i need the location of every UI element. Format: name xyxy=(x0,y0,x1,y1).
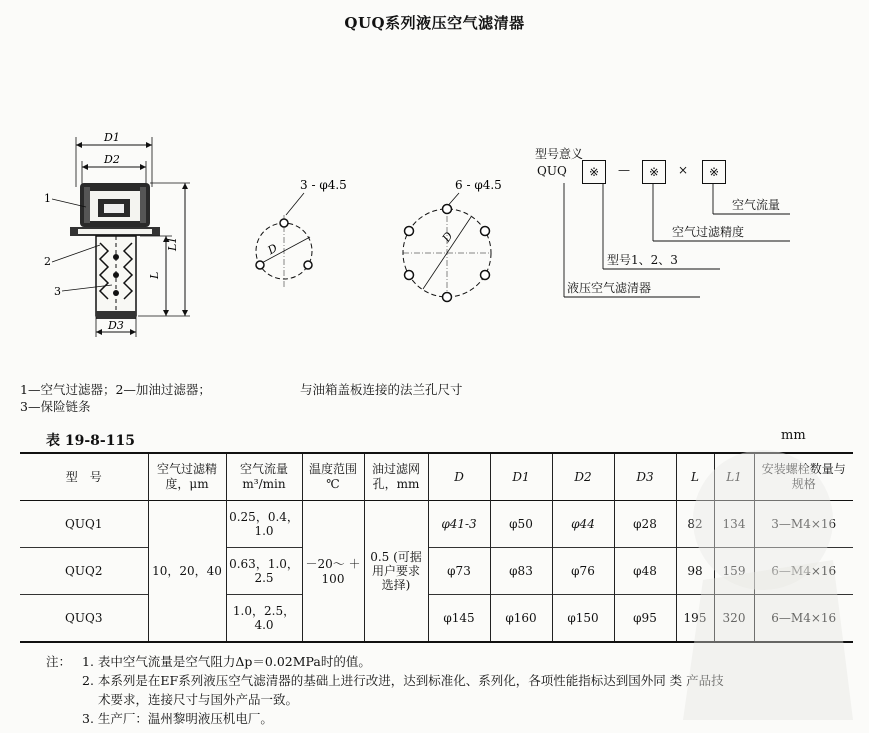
cell-flow: 0.25，0.4，1.0 xyxy=(226,501,302,548)
cell-temp: －20～ ＋100 xyxy=(302,501,364,642)
d1-label: D1 xyxy=(104,131,120,144)
cell-d3: φ48 xyxy=(614,548,676,595)
l-label: L xyxy=(148,271,161,279)
svg-text:D: D xyxy=(265,241,280,258)
model-code-times: × xyxy=(678,163,689,177)
th-temp: 温度范围 ℃ xyxy=(302,453,364,501)
th-l: L xyxy=(676,453,714,501)
table-number: 表 19-8-115 xyxy=(46,433,135,449)
model-code-box-2: ※ xyxy=(642,160,666,184)
flange-caption: 与油箱盖板连接的法兰孔尺寸 xyxy=(300,382,463,397)
cell-d3: φ95 xyxy=(614,595,676,642)
model-code-label-size: 型号1、2、3 xyxy=(607,253,678,267)
cell-d2: φ76 xyxy=(552,548,614,595)
d2-label: D2 xyxy=(104,153,120,166)
cell-bolts: 3—M4×16 xyxy=(754,501,853,548)
cell-d3: φ28 xyxy=(614,501,676,548)
callout-3: 3 xyxy=(54,285,61,298)
cell-l1: 159 xyxy=(714,548,754,595)
th-oilmesh: 油过滤网孔，mm xyxy=(364,453,428,501)
d3-label: D3 xyxy=(108,319,124,332)
cell-d: φ73 xyxy=(428,548,490,595)
callout-2: 2 xyxy=(44,255,51,268)
note-3: 3. 生产厂：温州黎明液压机电厂。 xyxy=(82,711,273,726)
cell-d1: φ83 xyxy=(490,548,552,595)
flange-6-hole-diagram xyxy=(395,175,520,305)
model-code-box-3: ※ xyxy=(702,160,726,184)
filter-section-drawing xyxy=(40,125,200,345)
th-l1: L1 xyxy=(714,453,754,501)
cell-model: QUQ3 xyxy=(20,595,148,642)
cell-d2: φ44 xyxy=(552,501,614,548)
cell-model: QUQ1 xyxy=(20,501,148,548)
th-d1: D1 xyxy=(490,453,552,501)
flange3-label: 3 - φ4.5 xyxy=(300,178,347,192)
notes-prefix: 注： xyxy=(46,654,72,669)
page-title: QUQ系列液压空气滤清器 xyxy=(344,14,525,32)
cell-flow: 0.63，1.0，2.5 xyxy=(226,548,302,595)
cell-l1: 320 xyxy=(714,595,754,642)
note-2-cont: 术要求，连接尺寸与国外产品一致。 xyxy=(98,692,299,707)
watermark-seal xyxy=(663,440,863,730)
th-d: D xyxy=(428,453,490,501)
cell-l1: 134 xyxy=(714,501,754,548)
cell-bolts: 6—M4×16 xyxy=(754,595,853,642)
cell-d: φ145 xyxy=(428,595,490,642)
cell-flow: 1.0，2.5，4.0 xyxy=(226,595,302,642)
note-1: 1. 表中空气流量是空气阻力Δp＝0.02MPa时的值。 xyxy=(82,654,371,669)
model-code-label-name: 液压空气滤清器 xyxy=(567,281,652,295)
th-d2: D2 xyxy=(552,453,614,501)
legend-line-2: 3—保险链条 xyxy=(20,399,91,414)
model-code-dash: — xyxy=(618,163,630,177)
cell-oilmesh: 0.5 (可据用户要求选择) xyxy=(364,501,428,642)
cell-d: φ41-3 xyxy=(428,501,490,548)
cell-d1: φ160 xyxy=(490,595,552,642)
model-code-prefix: QUQ xyxy=(537,164,567,178)
model-code-label-flow: 空气流量 xyxy=(732,198,781,212)
th-flow: 空气流量 m³/min xyxy=(226,453,302,501)
cell-precision: 10，20，40 xyxy=(148,501,226,642)
l1-label: L1 xyxy=(166,236,179,251)
model-code-box-1: ※ xyxy=(582,160,606,184)
note-2: 2. 本系列是在EF系列液压空气滤清器的基础上进行改进，达到标准化、系列化，各项性能指标达到国外同 类 产品技 xyxy=(82,673,724,688)
model-code-label-precision: 空气过滤精度 xyxy=(672,225,745,239)
cell-d1: φ50 xyxy=(490,501,552,548)
legend-line-1: 1—空气过滤器；2—加油过滤器； xyxy=(20,382,211,397)
th-d3: D3 xyxy=(614,453,676,501)
th-bolts: 安装螺栓数量与规格 xyxy=(754,453,853,501)
flange6-label: 6 - φ4.5 xyxy=(455,178,502,192)
cell-d2: φ150 xyxy=(552,595,614,642)
figure-legend xyxy=(20,381,211,415)
cell-l: 98 xyxy=(676,548,714,595)
cell-model: QUQ2 xyxy=(20,548,148,595)
svg-text:D: D xyxy=(439,229,456,245)
model-code-caption: 型号意义 xyxy=(535,147,584,161)
cell-l: 195 xyxy=(676,595,714,642)
callout-1: 1 xyxy=(44,192,51,205)
cell-bolts: 6—M4×16 xyxy=(754,548,853,595)
units-label: mm xyxy=(781,428,806,443)
th-precision: 空气过滤精度，μm xyxy=(148,453,226,501)
th-model: 型 号 xyxy=(20,453,148,501)
flange-3-hole-diagram xyxy=(240,175,350,290)
cell-l: 82 xyxy=(676,501,714,548)
